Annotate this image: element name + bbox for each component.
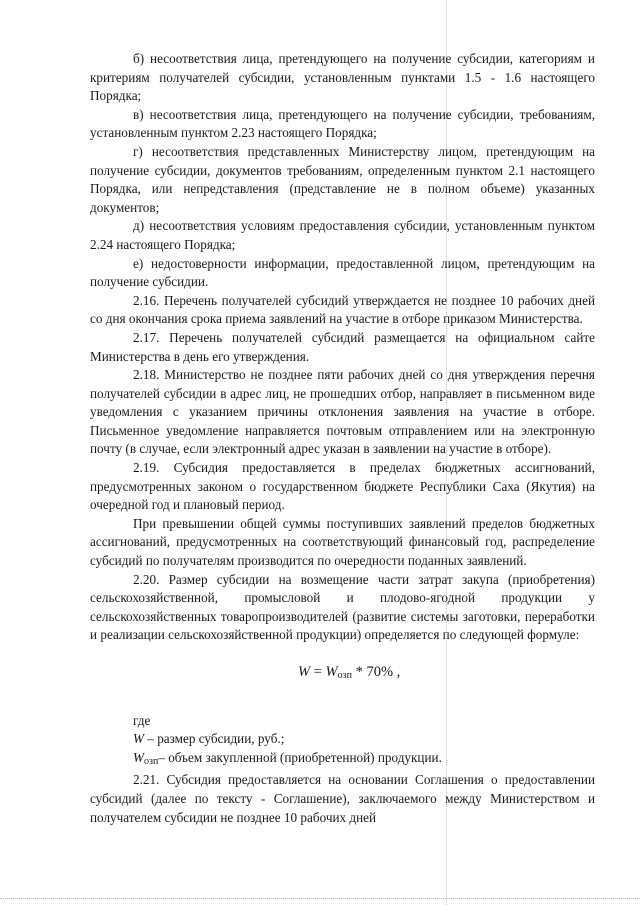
where-label: где bbox=[133, 712, 151, 728]
paragraph-b: б) несоответствия лица, претендующего на получение субсидии, категориям и критериям получателей субсидии, установленным пунктами 1.5 - 1.6 настоящего Порядка; bbox=[90, 51, 595, 104]
paragraph-2-19: 2.19. Субсидия предоставляется в пределах бюджетных ассигнований, предусмотренных законом о государственном бюджете Республики Саха (Якутия) на очередной год и плановый период. bbox=[90, 460, 595, 513]
paragraph-e: е) недостоверности информации, предоставленной лицом, претендующим на получение субсидии. bbox=[90, 255, 595, 290]
document-body bbox=[90, 50, 595, 827]
where-item-wozp bbox=[90, 749, 595, 772]
where-item-w bbox=[90, 730, 595, 749]
paragraph-2-20: 2.20. Размер субсидии на возмещение части затрат закупа (приобретения) сельскохозяйственной, промысловой и плодово-ягодной продукции у сельскохозяйственных товаропроизводителей (развитие системы заготовки, переработки и реализации сельскохозяйственной продукции) определяется по следующей формуле: bbox=[90, 571, 595, 643]
formula-rhs: * 70% , bbox=[351, 664, 401, 680]
where-item-wozp-text: – объем закупленной (приобретенной) продукции. bbox=[158, 749, 442, 765]
where-item-wozp-var: W bbox=[133, 749, 144, 765]
subsidy-formula bbox=[90, 663, 595, 686]
paragraph-2-18: 2.18. Министерство не позднее пяти рабочих дней со дня утверждения перечня получателей субсидии в адрес лиц, не прошедших отбор, направляет в письменном виде уведомления с указанием причины отклонения заявления на участие в отборе. Письменное уведомление направляется почтовым отправлением или на электронную почту (в случае, если электронный адрес указан в заявлении на участие в отборе). bbox=[90, 367, 595, 457]
paragraph-v: в) несоответствия лица, претендующего на получение субсидии, требованиям, установленным пунктом 2.23 настоящего Порядка; bbox=[90, 106, 595, 141]
paragraph-2-21: 2.21. Субсидия предоставляется на основании Соглашения о предоставлении субсидий (далее по тексту - Соглашение), заключаемого между Министерством и получателем субсидии не позднее 10 рабочих дней bbox=[90, 772, 595, 825]
paragraph-d: д) несоответствия условиям предоставления субсидии, установленным пунктом 2.24 настоящего Порядка; bbox=[90, 218, 595, 252]
where-item-w-var: W bbox=[133, 731, 144, 747]
page-bottom-edge bbox=[0, 898, 640, 899]
paragraph-2-16: 2.16. Перечень получателей субсидий утверждается не позднее 10 рабочих дней со дня окончания срока приема заявлений на участие в отборе приказом Министерства. bbox=[90, 292, 595, 327]
paragraph-budget-excess: При превышении общей суммы поступивших заявлений пределов бюджетных ассигнований, предусмотренных на соответствующий финансовый год, распределение субсидий по получателям производится по очередности поданных заявлений. bbox=[90, 515, 595, 569]
formula-var-sub: озп bbox=[337, 670, 352, 681]
formula-var: W bbox=[325, 664, 338, 680]
formula-equals: = bbox=[310, 664, 326, 680]
formula-lhs: W bbox=[298, 664, 311, 680]
paragraph-g: г) несоответствия представленных Министерству лицом, претендующим на получение субсидии, документов требованиям, определенным пунктом 2.1 настоящего Порядка, или непредставления (представление не в полном объеме) указанных документов; bbox=[90, 143, 595, 215]
where-item-w-text: – размер субсидии, руб.; bbox=[144, 731, 285, 747]
where-item-wozp-sub: озп bbox=[144, 755, 159, 767]
paragraph-2-17: 2.17. Перечень получателей субсидий размещается на официальном сайте Министерства в день его утверждения. bbox=[90, 329, 595, 364]
